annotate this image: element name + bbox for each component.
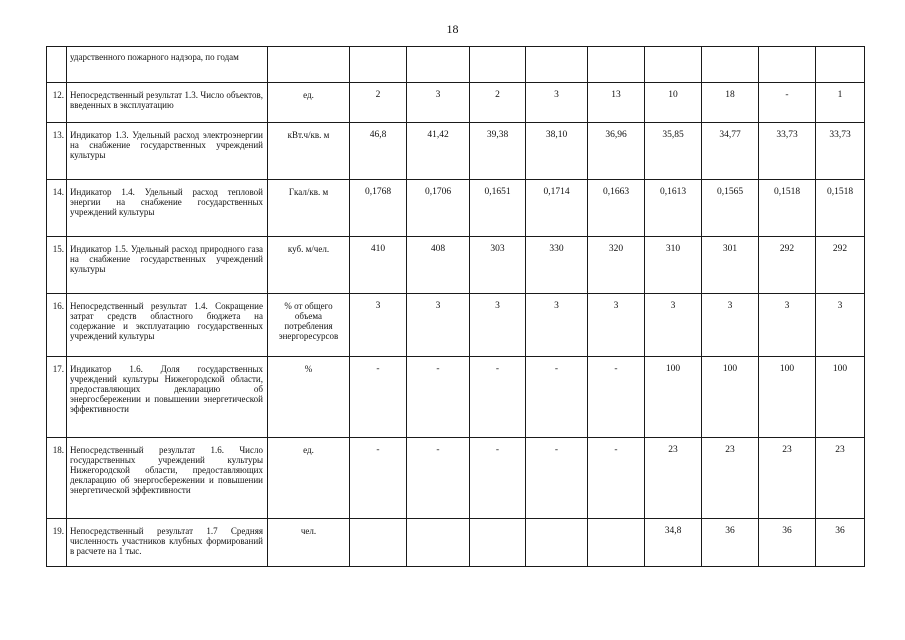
table-row bbox=[47, 83, 865, 123]
value-cell: - bbox=[407, 438, 470, 519]
page-number: 18 bbox=[446, 22, 459, 36]
table-row bbox=[47, 47, 865, 83]
row-number-cell: 12. bbox=[47, 83, 67, 123]
value-cell: - bbox=[759, 83, 816, 123]
value-cell: - bbox=[470, 438, 526, 519]
value-cell: - bbox=[588, 438, 645, 519]
value-cell: - bbox=[407, 357, 470, 438]
unit-cell: ед. bbox=[268, 83, 350, 123]
value-cell: - bbox=[350, 357, 407, 438]
value-cell: 23 bbox=[702, 438, 759, 519]
value-cell: 0,1714 bbox=[526, 180, 588, 237]
value-cell: 410 bbox=[350, 237, 407, 294]
value-cell: 303 bbox=[470, 237, 526, 294]
value-cell: 33,73 bbox=[816, 123, 865, 180]
value-cell: 33,73 bbox=[759, 123, 816, 180]
value-cell: 18 bbox=[702, 83, 759, 123]
table-body bbox=[47, 47, 865, 567]
unit-cell: чел. bbox=[268, 519, 350, 567]
value-cell: 310 bbox=[645, 237, 702, 294]
value-cell: 36 bbox=[816, 519, 865, 567]
value-cell bbox=[526, 519, 588, 567]
value-cell: 3 bbox=[350, 294, 407, 357]
value-cell bbox=[645, 47, 702, 83]
value-cell bbox=[588, 519, 645, 567]
indicator-name-cell: Индикатор 1.4. Удельный расход тепловой энергии на снабжение государственных учреждений культуры bbox=[67, 180, 268, 237]
table-row bbox=[47, 180, 865, 237]
value-cell bbox=[350, 519, 407, 567]
value-cell: 330 bbox=[526, 237, 588, 294]
row-number-cell bbox=[47, 47, 67, 83]
value-cell: - bbox=[350, 438, 407, 519]
value-cell: 38,10 bbox=[526, 123, 588, 180]
row-number-cell: 13. bbox=[47, 123, 67, 180]
table-row bbox=[47, 123, 865, 180]
table-row bbox=[47, 519, 865, 567]
table-row bbox=[47, 237, 865, 294]
value-cell: 320 bbox=[588, 237, 645, 294]
value-cell: 0,1663 bbox=[588, 180, 645, 237]
value-cell: 34,8 bbox=[645, 519, 702, 567]
indicator-name-cell: ударственного пожарного надзора, по годам bbox=[67, 47, 268, 83]
indicator-name-cell: Индикатор 1.5. Удельный расход природного газа на снабжение государственных учреждений культуры bbox=[67, 237, 268, 294]
value-cell: 36 bbox=[759, 519, 816, 567]
value-cell: 0,1706 bbox=[407, 180, 470, 237]
value-cell: 41,42 bbox=[407, 123, 470, 180]
value-cell: 3 bbox=[588, 294, 645, 357]
value-cell: 46,8 bbox=[350, 123, 407, 180]
value-cell: 3 bbox=[816, 294, 865, 357]
value-cell: 36 bbox=[702, 519, 759, 567]
value-cell: 3 bbox=[526, 83, 588, 123]
table-row bbox=[47, 357, 865, 438]
value-cell: 100 bbox=[759, 357, 816, 438]
value-cell: 36,96 bbox=[588, 123, 645, 180]
row-number-cell: 18. bbox=[47, 438, 67, 519]
value-cell: 0,1518 bbox=[816, 180, 865, 237]
indicator-name-cell: Непосредственный результат 1.4. Сокращение затрат средств областного бюджета на содержание и эксплуатацию государственных учреждений культуры bbox=[67, 294, 268, 357]
value-cell bbox=[350, 47, 407, 83]
value-cell: 1 bbox=[816, 83, 865, 123]
value-cell: 408 bbox=[407, 237, 470, 294]
value-cell: 301 bbox=[702, 237, 759, 294]
value-cell: 23 bbox=[759, 438, 816, 519]
value-cell: 100 bbox=[645, 357, 702, 438]
indicator-name-cell: Индикатор 1.6. Доля государственных учреждений культуры Нижегородской области, предоставляющих декларацию об энергосбережении и повышении энергетической эффективности bbox=[67, 357, 268, 438]
value-cell: 0,1565 bbox=[702, 180, 759, 237]
value-cell bbox=[407, 519, 470, 567]
value-cell: 100 bbox=[816, 357, 865, 438]
value-cell: 35,85 bbox=[645, 123, 702, 180]
value-cell bbox=[816, 47, 865, 83]
value-cell: 2 bbox=[350, 83, 407, 123]
value-cell: - bbox=[526, 357, 588, 438]
value-cell: 23 bbox=[645, 438, 702, 519]
value-cell bbox=[588, 47, 645, 83]
row-number-cell: 15. bbox=[47, 237, 67, 294]
row-number-cell: 17. bbox=[47, 357, 67, 438]
indicator-name-cell: Непосредственный результат 1.6. Число государственных учреждений культуры Нижегородской области, предоставляющих декларацию об энергосбережении и повышении энергетической эффективности bbox=[67, 438, 268, 519]
row-number-cell: 14. bbox=[47, 180, 67, 237]
value-cell: 292 bbox=[816, 237, 865, 294]
value-cell bbox=[407, 47, 470, 83]
unit-cell: куб. м/чел. bbox=[268, 237, 350, 294]
value-cell: - bbox=[470, 357, 526, 438]
indicator-name-cell: Непосредственный результат 1.3. Число объектов, введенных в эксплуатацию bbox=[67, 83, 268, 123]
value-cell: 2 bbox=[470, 83, 526, 123]
unit-cell: кВт.ч/кв. м bbox=[268, 123, 350, 180]
value-cell: 23 bbox=[816, 438, 865, 519]
unit-cell bbox=[268, 47, 350, 83]
value-cell: 10 bbox=[645, 83, 702, 123]
value-cell: 3 bbox=[526, 294, 588, 357]
value-cell bbox=[470, 519, 526, 567]
value-cell bbox=[759, 47, 816, 83]
indicator-name-cell: Индикатор 1.3. Удельный расход электроэнергии на снабжение государственных учреждений культуры bbox=[67, 123, 268, 180]
table-row bbox=[47, 294, 865, 357]
value-cell: - bbox=[526, 438, 588, 519]
unit-cell: Гкал/кв. м bbox=[268, 180, 350, 237]
value-cell bbox=[470, 47, 526, 83]
value-cell: 0,1518 bbox=[759, 180, 816, 237]
value-cell: 3 bbox=[645, 294, 702, 357]
unit-cell: ед. bbox=[268, 438, 350, 519]
value-cell: 39,38 bbox=[470, 123, 526, 180]
value-cell bbox=[702, 47, 759, 83]
value-cell: 3 bbox=[470, 294, 526, 357]
indicators-table bbox=[46, 46, 865, 567]
value-cell: 3 bbox=[407, 83, 470, 123]
unit-cell: % от общего объема потребления энергоресурсов bbox=[268, 294, 350, 357]
value-cell: 0,1651 bbox=[470, 180, 526, 237]
row-number-cell: 16. bbox=[47, 294, 67, 357]
value-cell: 13 bbox=[588, 83, 645, 123]
value-cell: 100 bbox=[702, 357, 759, 438]
table-row bbox=[47, 438, 865, 519]
indicator-name-cell: Непосредственный результат 1.7 Средняя численность участников клубных формирований в расчете на 1 тыс. bbox=[67, 519, 268, 567]
value-cell: 3 bbox=[407, 294, 470, 357]
value-cell: 3 bbox=[759, 294, 816, 357]
value-cell: 34,77 bbox=[702, 123, 759, 180]
unit-cell: % bbox=[268, 357, 350, 438]
value-cell bbox=[526, 47, 588, 83]
value-cell: 3 bbox=[702, 294, 759, 357]
row-number-cell: 19. bbox=[47, 519, 67, 567]
value-cell: - bbox=[588, 357, 645, 438]
value-cell: 292 bbox=[759, 237, 816, 294]
value-cell: 0,1768 bbox=[350, 180, 407, 237]
value-cell: 0,1613 bbox=[645, 180, 702, 237]
